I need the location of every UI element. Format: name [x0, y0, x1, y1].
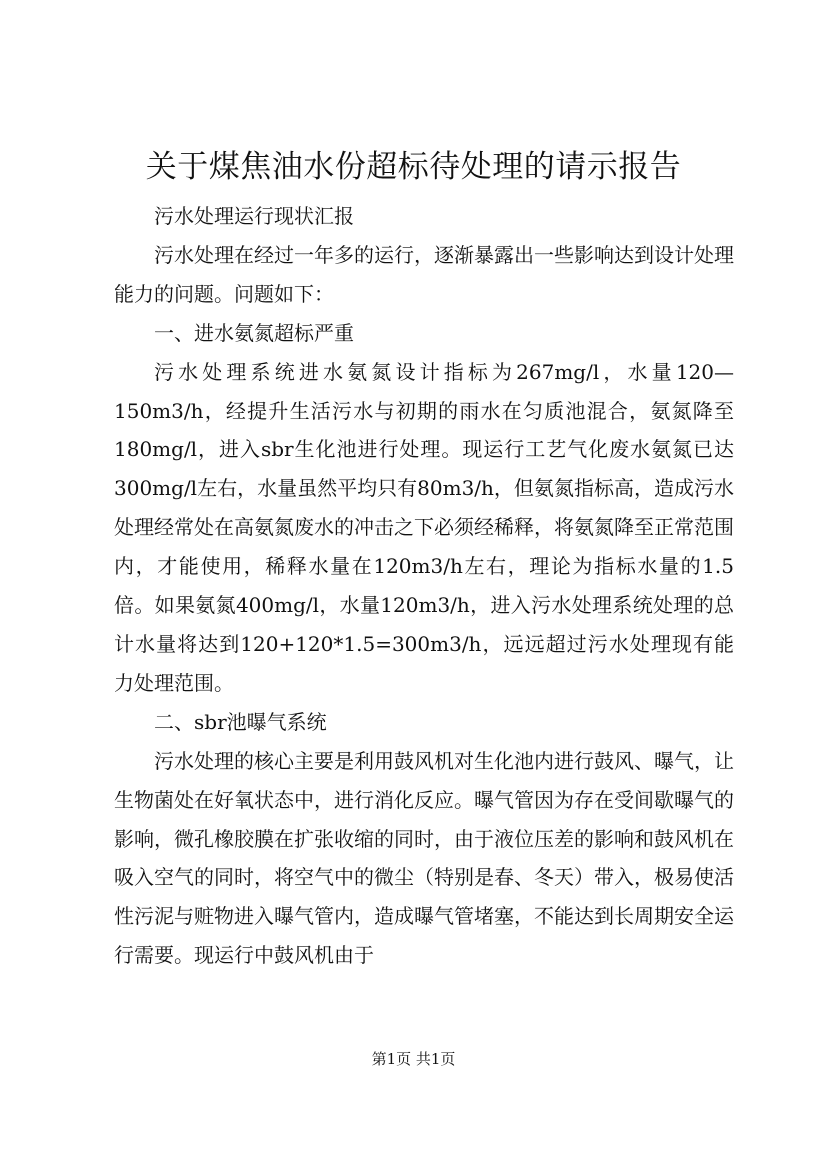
section-heading: 二、sbr池曝气系统: [154, 709, 327, 734]
section-heading: 污水处理运行现状汇报: [154, 204, 354, 228]
body-paragraph: 污水处理系统进水氨氮设计指标为267mg/l，水量120—150m3/h，经提升生活污水与初期的雨水在匀质池混合，氨氮降至180mg/l，进入sbr生化池进行处理。现运行工艺气化废水氨氮已达300mg/l左右，水量虽然平均只有80m3/h，但氨氮指标高，造成污水处理经常处在高氨氮废水的冲击之下必须经稀释，将氨氮降至正常范围内，才能使用，稀释水量在120m3/h左右，理论为指标水量的1.5倍。如果氨氮400mg/l，水量120m3/h，进入污水处理系统处理的总计水量将达到120+120*1.5=300m3/h，远远超过污水处理现有能力处理范围。: [114, 359, 734, 695]
document-body: [114, 197, 734, 975]
document-title: 关于煤焦油水份超标待处理的请示报告: [145, 149, 682, 185]
section-heading: 一、进水氨氮超标严重: [154, 320, 354, 345]
body-paragraph: 污水处理的核心主要是利用鼓风机对生化池内进行鼓风、曝气，让生物菌处在好氧状态中，进行消化反应。曝气管因为存在受间歇曝气的影响，微孔橡胶膜在扩张收缩的同时，由于液位压差的影响和鼓风机在吸入空气的同时，将空气中的微尘（特别是春、冬天）带入，极易使活性污泥与赃物进入曝气管内，造成曝气管堵塞，不能达到长周期安全运行需要。现运行中鼓风机由于: [114, 748, 734, 968]
body-paragraph: 污水处理在经过一年多的运行，逐渐暴露出一些影响达到设计处理能力的问题。问题如下：: [114, 242, 734, 306]
page-footer: 第1页 共1页: [371, 1050, 456, 1068]
